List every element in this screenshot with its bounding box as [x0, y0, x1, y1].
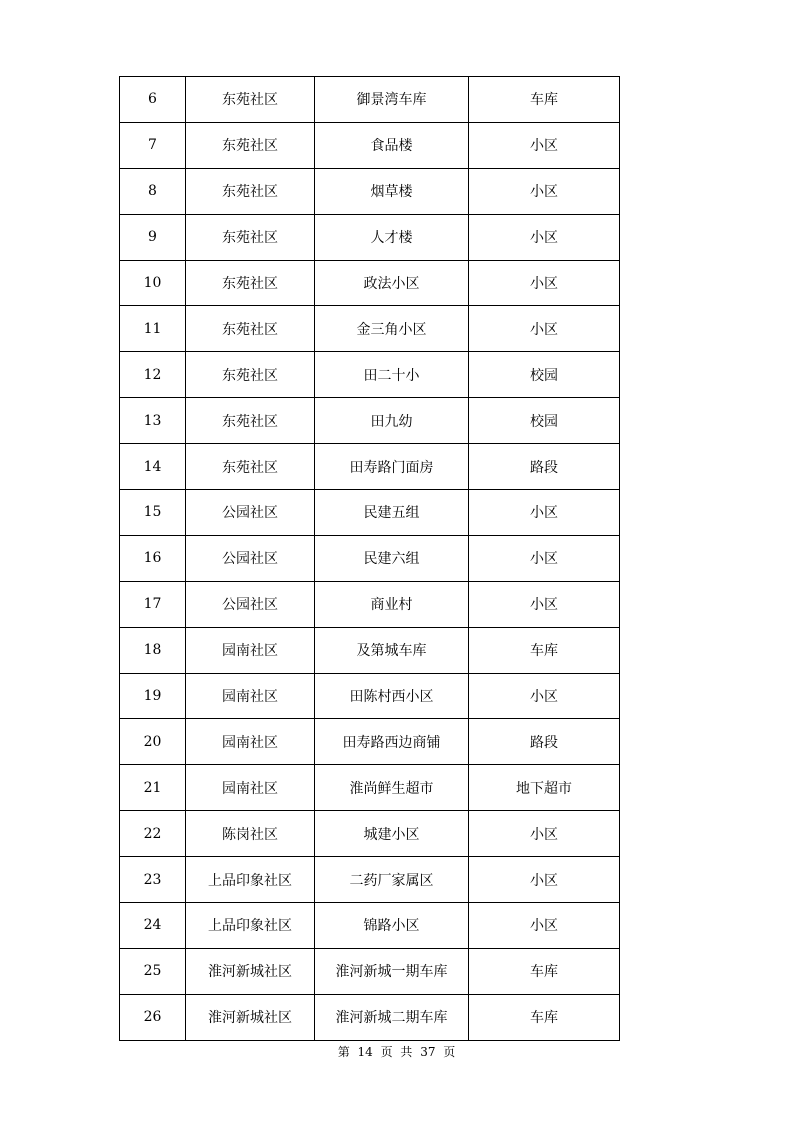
community-cell: 东苑社区 [186, 260, 315, 306]
community-cell: 东苑社区 [186, 352, 315, 398]
community-cell: 园南社区 [186, 765, 315, 811]
place-name-cell: 锦路小区 [315, 903, 469, 949]
place-name-cell: 田陈村西小区 [315, 673, 469, 719]
place-type-cell: 地下超市 [469, 765, 620, 811]
community-cell: 上品印象社区 [186, 857, 315, 903]
table-row [120, 581, 620, 627]
place-name-cell: 田寿路门面房 [315, 444, 469, 490]
table-row [120, 857, 620, 903]
row-number-cell: 26 [120, 994, 186, 1040]
row-number-cell: 7 [120, 122, 186, 168]
row-number-cell: 8 [120, 168, 186, 214]
row-number-cell: 19 [120, 673, 186, 719]
community-cell: 园南社区 [186, 673, 315, 719]
community-cell: 东苑社区 [186, 214, 315, 260]
place-type-cell: 路段 [469, 719, 620, 765]
place-name-cell: 政法小区 [315, 260, 469, 306]
community-cell: 东苑社区 [186, 77, 315, 123]
community-cell: 东苑社区 [186, 306, 315, 352]
place-type-cell: 车库 [469, 77, 620, 123]
place-name-cell: 民建六组 [315, 535, 469, 581]
table-row [120, 398, 620, 444]
place-name-cell: 淮河新城二期车库 [315, 994, 469, 1040]
table-row [120, 994, 620, 1040]
place-type-cell: 车库 [469, 948, 620, 994]
community-cell: 东苑社区 [186, 168, 315, 214]
place-type-cell: 小区 [469, 168, 620, 214]
community-cell: 园南社区 [186, 719, 315, 765]
place-name-cell: 淮尚鲜生超市 [315, 765, 469, 811]
row-number-cell: 23 [120, 857, 186, 903]
place-type-cell: 小区 [469, 857, 620, 903]
table-row [120, 627, 620, 673]
place-type-cell: 小区 [469, 122, 620, 168]
table-row [120, 214, 620, 260]
row-number-cell: 6 [120, 77, 186, 123]
row-number-cell: 16 [120, 535, 186, 581]
community-cell: 淮河新城社区 [186, 948, 315, 994]
table-row [120, 260, 620, 306]
place-name-cell: 御景湾车库 [315, 77, 469, 123]
place-name-cell: 食品楼 [315, 122, 469, 168]
place-type-cell: 路段 [469, 444, 620, 490]
place-name-cell: 人才楼 [315, 214, 469, 260]
table-body [120, 77, 620, 1041]
community-table [119, 76, 620, 1041]
place-type-cell: 小区 [469, 214, 620, 260]
row-number-cell: 15 [120, 490, 186, 536]
place-type-cell: 小区 [469, 535, 620, 581]
place-name-cell: 民建五组 [315, 490, 469, 536]
community-cell: 东苑社区 [186, 444, 315, 490]
row-number-cell: 9 [120, 214, 186, 260]
place-type-cell: 校园 [469, 352, 620, 398]
table-row [120, 765, 620, 811]
place-name-cell: 二药厂家属区 [315, 857, 469, 903]
table-row [120, 77, 620, 123]
row-number-cell: 17 [120, 581, 186, 627]
place-type-cell: 小区 [469, 490, 620, 536]
place-name-cell: 商业村 [315, 581, 469, 627]
table-row [120, 903, 620, 949]
table-row [120, 306, 620, 352]
table-row [120, 535, 620, 581]
row-number-cell: 18 [120, 627, 186, 673]
community-cell: 陈岗社区 [186, 811, 315, 857]
row-number-cell: 10 [120, 260, 186, 306]
row-number-cell: 21 [120, 765, 186, 811]
place-type-cell: 小区 [469, 260, 620, 306]
table-row [120, 948, 620, 994]
community-cell: 公园社区 [186, 581, 315, 627]
row-number-cell: 20 [120, 719, 186, 765]
row-number-cell: 25 [120, 948, 186, 994]
table-row [120, 673, 620, 719]
place-type-cell: 小区 [469, 811, 620, 857]
table-row [120, 352, 620, 398]
place-name-cell: 及第城车库 [315, 627, 469, 673]
table-row [120, 444, 620, 490]
community-cell: 东苑社区 [186, 398, 315, 444]
place-type-cell: 小区 [469, 673, 620, 719]
table-row [120, 719, 620, 765]
place-type-cell: 校园 [469, 398, 620, 444]
community-cell: 园南社区 [186, 627, 315, 673]
place-name-cell: 田二十小 [315, 352, 469, 398]
row-number-cell: 13 [120, 398, 186, 444]
place-name-cell: 田寿路西边商铺 [315, 719, 469, 765]
row-number-cell: 22 [120, 811, 186, 857]
place-name-cell: 金三角小区 [315, 306, 469, 352]
table-row [120, 490, 620, 536]
community-cell: 东苑社区 [186, 122, 315, 168]
community-cell: 上品印象社区 [186, 903, 315, 949]
table-row [120, 168, 620, 214]
place-type-cell: 小区 [469, 306, 620, 352]
community-cell: 公园社区 [186, 535, 315, 581]
community-cell: 淮河新城社区 [186, 994, 315, 1040]
place-name-cell: 田九幼 [315, 398, 469, 444]
row-number-cell: 11 [120, 306, 186, 352]
place-type-cell: 车库 [469, 627, 620, 673]
place-type-cell: 车库 [469, 994, 620, 1040]
place-type-cell: 小区 [469, 903, 620, 949]
row-number-cell: 14 [120, 444, 186, 490]
place-name-cell: 烟草楼 [315, 168, 469, 214]
row-number-cell: 12 [120, 352, 186, 398]
place-name-cell: 淮河新城一期车库 [315, 948, 469, 994]
page-footer: 第 14 页 共 37 页 [337, 1045, 456, 1059]
place-name-cell: 城建小区 [315, 811, 469, 857]
community-cell: 公园社区 [186, 490, 315, 536]
row-number-cell: 24 [120, 903, 186, 949]
table-row [120, 122, 620, 168]
table-row [120, 811, 620, 857]
place-type-cell: 小区 [469, 581, 620, 627]
